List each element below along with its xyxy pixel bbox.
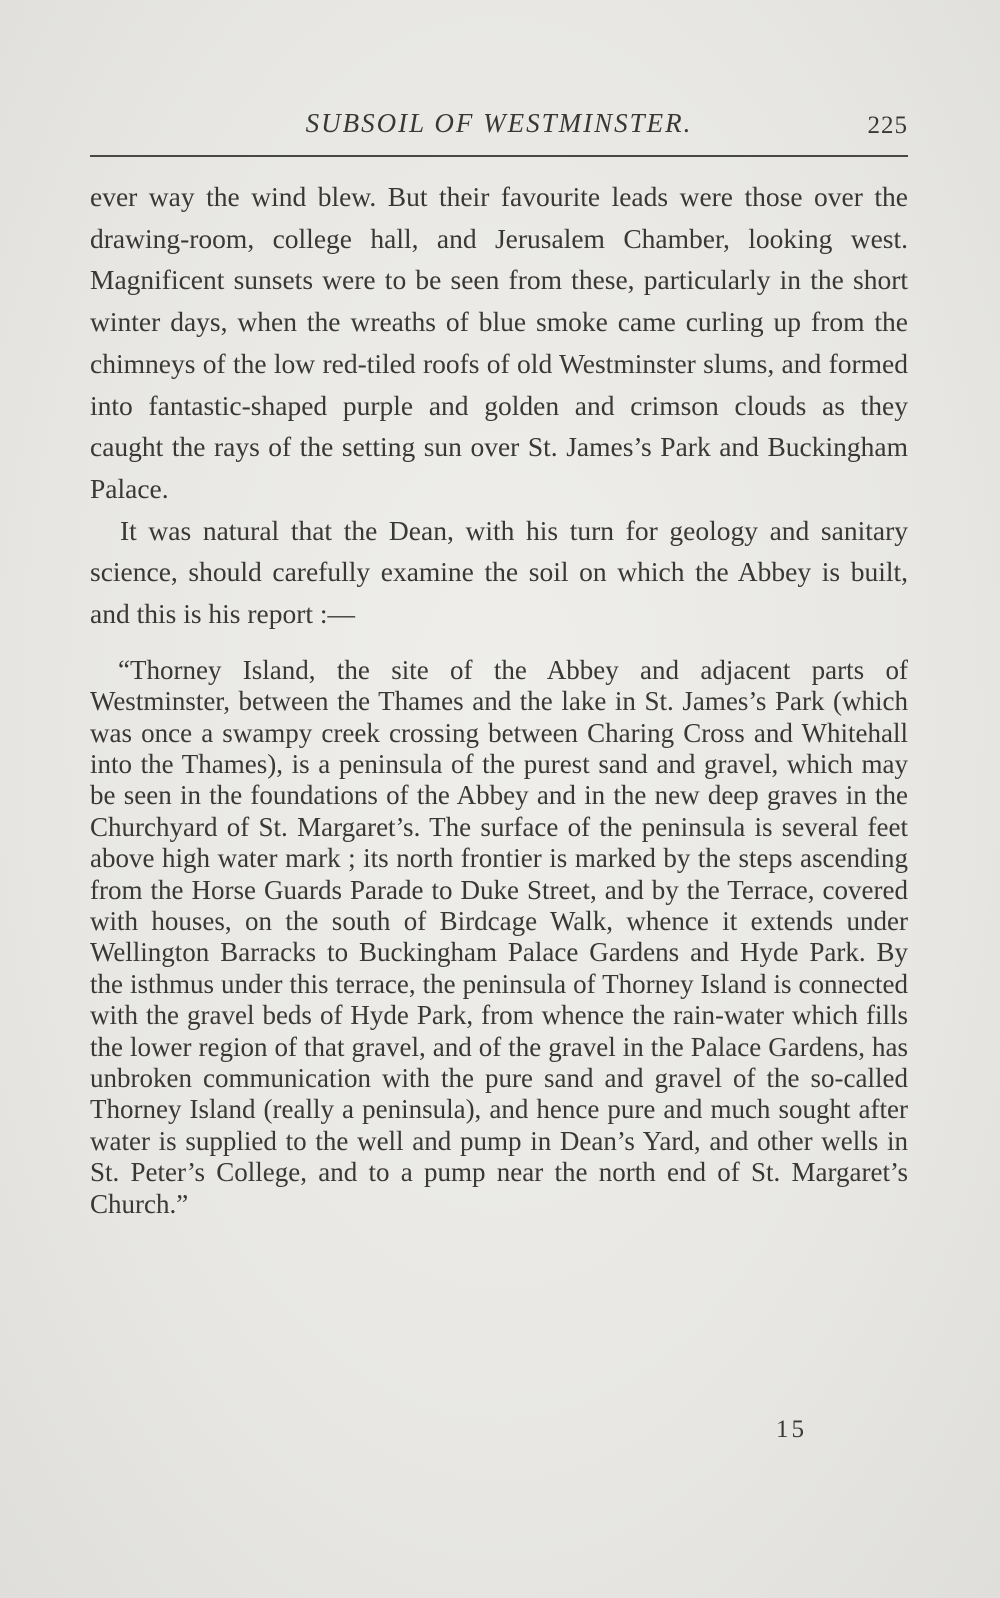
page-header <box>90 104 908 146</box>
block-quotation: “Thorney Island, the site of the Abbey and adjacent parts of Westminster, between the Thames and the lake in St. James’s Park (which was once a swampy creek crossing between Charing Cross and Whitehall into the Thames), is a peninsula of the purest sand and gravel, which may be seen in the foundations of the Abbey and in the new deep graves in the Churchyard of St. Margaret’s. The surface of the peninsula is several feet above high water mark ; its north frontier is marked by the steps ascending from the Horse Guards Parade to Duke Street, and by the Terrace, covered with houses, on the south of Birdcage Walk, whence it extends under Wellington Barracks to Buckingham Palace Gardens and Hyde Park. By the isthmus under this terrace, the peninsula of Thorney Island is connected with the gravel beds of Hyde Park, from whence the rain-water which fills the lower region of that gravel, and of the gravel in the Palace Gardens, has unbroken communication with the pure sand and gravel of the so-called Thorney Island (really a peninsula), and hence pure and much sought after water is supplied to the well and pump in Dean’s Yard, and other wells in St. Peter’s College, and to a pump near the north end of St. Margaret’s Church.” <box>90 654 908 1219</box>
running-head: SUBSOIL OF WESTMINSTER. <box>305 108 693 138</box>
page-number: 225 <box>867 112 908 139</box>
paragraph-2: It was natural that the Dean, with his turn for geology and sanitary science, should carefully examine the soil on which the Abbey is built, and this is his report :— <box>90 514 908 630</box>
paragraph-1: ever way the wind blew. But their favourite leads were those over the drawing-room, college hall, and Jerusalem Chamber, looking west. Magnificent sunsets were to be seen from these, particularly in the short winter days, when the wreaths of blue smoke came curling up from the chimneys of the low red-tiled roofs of old Westminster slums, and formed into fantastic-shaped purple and golden and crimson clouds as they caught the rays of the setting sun over St. James’s Park and Buckingham Palace. <box>90 181 908 504</box>
body-text <box>90 176 908 1220</box>
signature-mark: 15 <box>776 1416 807 1443</box>
header-rule <box>90 155 908 157</box>
